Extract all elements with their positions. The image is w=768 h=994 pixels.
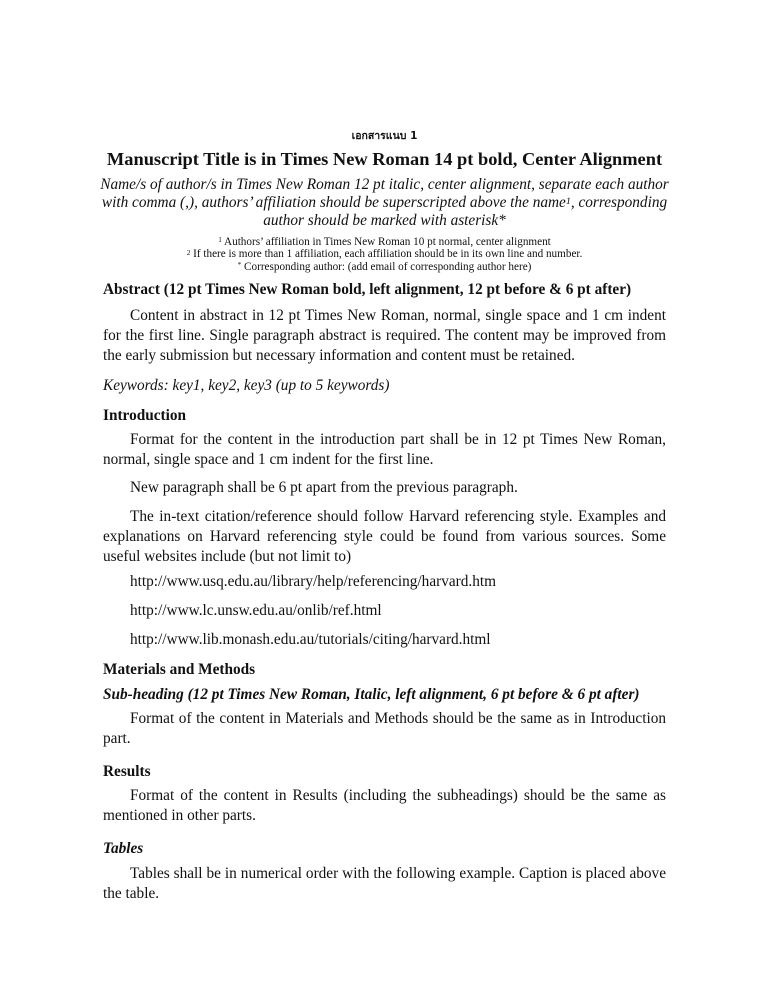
affiliation-line xyxy=(103,248,666,260)
authors-text: Name/s of author/s in Times New Roman 12 pt italic, center alignment, separate each author with comma (,), authors’ affiliation should be superscripted above the name xyxy=(100,176,669,211)
abstract-body: Content in abstract in 12 pt Times New Roman, normal, single space and 1 cm indent for the first line. Single paragraph abstract is required. The content may be improved from the early submission but necessary information and content must be retained. xyxy=(103,307,666,364)
methods-heading: Materials and Methods xyxy=(103,661,256,678)
authors-superscript: 1 xyxy=(565,195,571,207)
affiliation-mark: 2 xyxy=(186,248,191,257)
affiliation-line xyxy=(103,236,666,248)
reference-link[interactable]: http://www.lib.monash.edu.au/tutorials/citing/harvard.html xyxy=(130,631,491,648)
affiliation-mark: * xyxy=(237,261,242,270)
reference-link[interactable]: http://www.usq.edu.au/library/help/referencing/harvard.htm xyxy=(130,573,497,590)
affiliation-mark: 1 xyxy=(218,236,222,245)
introduction-paragraph: New paragraph shall be 6 pt apart from the previous paragraph. xyxy=(130,479,518,496)
results-heading: Results xyxy=(103,763,151,780)
abstract-heading: Abstract (12 pt Times New Roman bold, left alignment, 12 pt before & 6 pt after) xyxy=(103,281,632,298)
tables-heading: Tables xyxy=(103,840,144,857)
affiliation-text: Authors’ affiliation in Times New Roman 10 pt normal, center alignment xyxy=(224,236,551,248)
introduction-paragraph: Format for the content in the introduction part shall be in 12 pt Times New Roman, normal, single space and 1 cm indent for the first line. xyxy=(103,431,666,468)
affiliation-text: Corresponding author: (add email of corresponding author here) xyxy=(244,260,532,273)
methods-subheading: Sub-heading (12 pt Times New Roman, Italic, left alignment, 6 pt before & 6 pt after) xyxy=(103,686,640,703)
reference-link[interactable]: http://www.lc.unsw.edu.au/onlib/ref.html xyxy=(130,602,382,619)
tables-body: Tables shall be in numerical order with the following example. Caption is placed above the table. xyxy=(103,865,666,902)
results-body: Format of the content in Results (including the subheadings) should be the same as mentioned in other parts. xyxy=(103,787,666,824)
authors-text-end: , corresponding author should be marked with asterisk* xyxy=(263,194,668,229)
keywords: Keywords: key1, key2, key3 (up to 5 keywords) xyxy=(103,377,390,394)
affiliation-text: If there is more than 1 affiliation, each affiliation should be in its own line and number. xyxy=(193,248,583,261)
introduction-paragraph: The in-text citation/reference should follow Harvard referencing style. Examples and explanations on Harvard referencing style could be found from various sources. Some useful websites include (but not limit to) xyxy=(103,508,666,565)
manuscript-title: Manuscript Title is in Times New Roman 14 pt bold, Center Alignment xyxy=(106,149,663,169)
attachment-label: เอกสารแนบ 1 xyxy=(351,130,418,142)
authors-instruction xyxy=(97,176,672,230)
introduction-heading: Introduction xyxy=(103,407,187,424)
affiliation-line xyxy=(103,261,666,273)
affiliations xyxy=(103,236,666,273)
methods-body: Format of the content in Materials and Methods should be the same as in Introduction part. xyxy=(103,710,666,747)
